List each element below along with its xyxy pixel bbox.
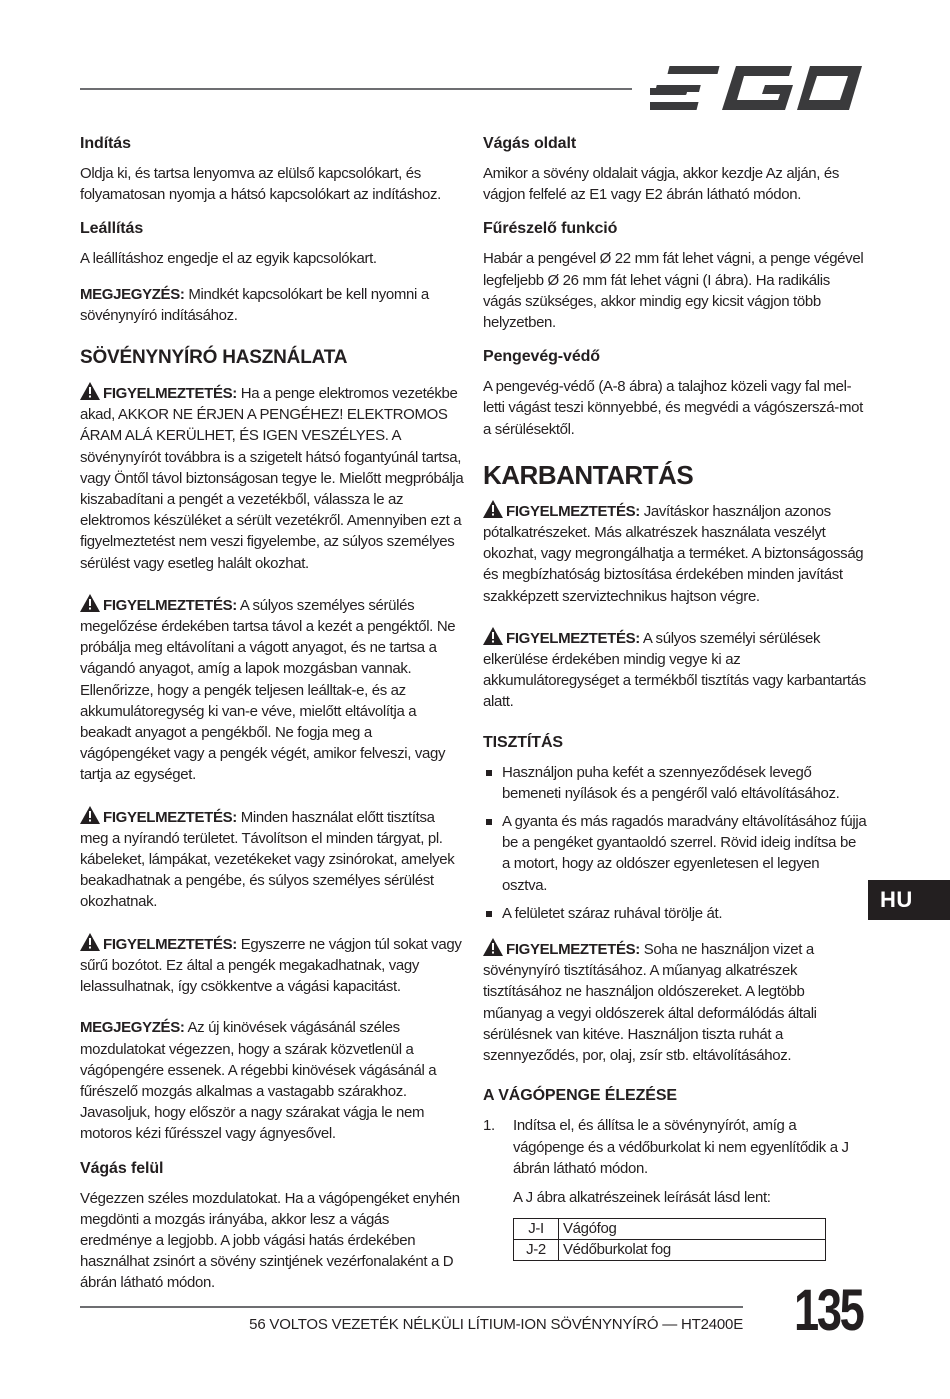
warning-label: FIGYELMEZTETÉS: xyxy=(103,385,237,403)
warning-text: Minden használat előtt tisztítsa meg a nyírandó területet. Távolítson el minden tárgyat, pl. kábeleket, lámpákat, vezetékeket vagy zsinórokat, amelyek beakadhatnak a pengébe, és súlyos személyes sérülést okozhatnak. xyxy=(80,808,455,911)
parts-note: A J ábra alkatrészeinek leírását lásd lent: xyxy=(513,1188,771,1206)
warning-triangle-icon xyxy=(80,594,100,612)
table-row xyxy=(514,1240,826,1261)
warning-label: FIGYELMEZTETÉS: xyxy=(506,941,640,959)
footer-title: 56 VOLTOS VEZETÉK NÉLKÜLI LÍTIUM-ION SÖVÉNYNYÍRÓ — HT2400E xyxy=(249,1316,743,1333)
bullet-icon xyxy=(486,770,492,776)
warning-text: Soha ne használjon vizet a sövénynyíró tisztításához. A műanyag alkatrészek tisztításához ne használjon oldószereket. A legtöbb műanyag a vegyi oldószerek által deformálódás általi sérülésnek van kitéve. Használjon tiszta ruhát a szennyeződés, por, olaj, zsír stb. eltávolításához. xyxy=(483,941,817,1065)
warning-overload xyxy=(80,933,464,998)
warning-text: Ha a penge elektromos vezetékbe akad, AKKOR NE ÉRJEN A PENGÉHEZ! ELEKTROMOS ÁRAM ALÁ KERÜLHET, ÉS IGEN VESZÉLYES. A sövénynyírót továbbra is a szigetelt hátsó fogantyúnál tartsa, vagy Öntől távol biztonságosan tegye le. Mielőtt megpróbálja kiszabadítani a pengét a vezetékből, válassza le az elektromos készüléket a sérült vezetékről. Amennyiben ezt a figyelmeztetést nem veszi figyelembe, az súlyos személyes sérülést vagy esetleg halált okozhat. xyxy=(80,385,464,572)
tip-guard-heading: Pengevég-védő xyxy=(483,348,600,366)
bullet-icon xyxy=(486,819,492,825)
note-text: Mindkét kapcsolókart be kell nyomni a sövénynyíró indításához. xyxy=(80,285,429,324)
ego-logo xyxy=(650,64,862,112)
list-item: Használjon puha kefét a szennyeződések levegő bemeneti nyílások és a pengéről való eltávolításához. xyxy=(483,762,867,804)
language-tab: HU xyxy=(868,880,950,920)
warning-label: FIGYELMEZTETÉS: xyxy=(103,935,237,953)
stop-heading: Leállítás xyxy=(80,220,144,238)
saw-heading: Fűrészelő funkció xyxy=(483,220,618,238)
sharpen-heading: A VÁGÓPENGE ÉLEZÉSE xyxy=(483,1087,677,1105)
warning-wire xyxy=(80,382,464,574)
warning-triangle-icon xyxy=(80,382,100,400)
sharpen-steps xyxy=(483,1115,867,1179)
note-label: MEGJEGYZÉS: xyxy=(80,1019,185,1037)
warning-hands xyxy=(80,594,464,786)
note-label: MEGJEGYZÉS: xyxy=(80,285,185,303)
warning-triangle-icon xyxy=(483,938,503,956)
list-item: A gyanta és más ragadós maradvány eltávolításához fújja be a pengéket gyantaoldó szerrel. Rövid ideig indítsa be a motort, hogy az oldószer egyenletesen el legyen osztva. xyxy=(483,811,867,896)
warning-text: Egyszerre ne vágjon túl sokat vagy sűrű bozótot. Ez által a pengék megakadhatnak, vagy lelassulhatnak, így csökkentve a vágási kapacitást. xyxy=(80,935,462,996)
left-column xyxy=(80,134,464,1308)
warning-text: A súlyos személyi sérülések elkerülése érdekében mindig vegye ki az akkumulátoregységet a termékből tisztítás vagy karbantartás alatt. xyxy=(483,629,866,711)
saw-text: Habár a pengével Ø 22 mm fát lehet vágni, a penge végével legfeljebb Ø 26 mm fát lehet vágni (I ábra). Ha radikális vágás szükséges, akkor mindig egy kicsit vágjon több helyzetben. xyxy=(483,250,864,332)
list-item: 1. Indítsa el, és állítsa le a sövénynyírót, amíg a vágópenge és a védőburkolat ki nem egyenlítődik a J ábrán látható módon. xyxy=(483,1117,849,1177)
side-cut-heading: Vágás oldalt xyxy=(483,135,577,152)
warning-battery xyxy=(483,627,867,713)
tip-guard-text: A pengevég-védő (A-8 ábra) a talajhoz közeli vagy fal mel-letti vágást teszi könnyebbé, és megvédi a vágószerszá-mot a sérülésektől. xyxy=(483,378,863,438)
parts-table xyxy=(513,1218,826,1261)
start-heading: Indítás xyxy=(80,135,131,152)
warning-text: A súlyos személyes sérülés megelőzése érdekében tartsa távol a kezét a pengéktől. Ne próbálja meg eltávolítani a vágott anyagot, és ne tartsa a vágandó anyagot, amíg a lapok mozgásban vannak. Ellenőrizze, hogy a pengék teljesen leálltak-e, és az akkumulátoregység ki van-e véve, mielőtt eltávolítja a beakadt anyagot a pengékből. Ne fogja meg a vágópengéket vagy a pengék végét, amikor felveszi, vagy tartja az egységet. xyxy=(80,596,456,784)
footer-rule xyxy=(80,1306,743,1308)
usage-heading: SÖVÉNYNYÍRÓ HASZNÁLATA xyxy=(80,347,348,369)
side-cut-text: Amikor a sövény oldalait vágja, akkor kezdje Az alján, és vágjon felfelé az E1 vagy E2 ábrán látható módon. xyxy=(483,165,840,204)
cleaning-heading: TISZTÍTÁS xyxy=(483,733,563,751)
warning-water xyxy=(483,938,867,1066)
stop-text: A leállításhoz engedje el az egyik kapcsolókart. xyxy=(80,250,377,268)
list-item: A felületet száraz ruhával törölje át. xyxy=(483,903,867,924)
part-code: J-2 xyxy=(514,1240,559,1261)
cleaning-list xyxy=(483,762,867,924)
page-number: 135 xyxy=(794,1278,863,1343)
part-code: J-I xyxy=(514,1219,559,1240)
note-growth xyxy=(80,1017,464,1144)
warning-label: FIGYELMEZTETÉS: xyxy=(103,596,237,614)
note-text: Az új kinövések vágásánál széles mozdulatokat végezzen, hogy a szárak közvetlenül a vágópengére essenek. A régebbi kinövések vágásánál a fűrészelő mozgás alkalmas a vastagabb szárakhoz. Javasoljuk, hogy először a nagy szárakat vágja le nem motoros kézi fűrésszel vagy ágnyesővel. xyxy=(80,1019,437,1143)
bullet-icon xyxy=(486,911,492,917)
maintenance-heading: KARBANTARTÁS xyxy=(483,459,694,490)
warning-triangle-icon xyxy=(80,806,100,824)
note-switch xyxy=(80,284,464,326)
warning-triangle-icon xyxy=(483,500,503,518)
part-label: Védőburkolat fog xyxy=(559,1240,826,1261)
right-column xyxy=(483,134,867,1261)
warning-label: FIGYELMEZTETÉS: xyxy=(506,629,640,647)
part-label: Vágófog xyxy=(559,1219,826,1240)
warning-text: Javításkor használjon azonos pótalkatrészeket. Más alkatrészek használata veszélyt okozhat, vagy megrongálhatja a terméket. A biztonságosság és megbízhatóság biztosítása érdekében minden javítást szakképzett szerviztechnikus hajtson végre. xyxy=(483,502,864,605)
warning-parts xyxy=(483,500,867,607)
warning-label: FIGYELMEZTETÉS: xyxy=(103,808,237,826)
warning-area xyxy=(80,806,464,913)
top-cut-text: Végezzen széles mozdulatokat. Ha a vágópengéket enyhén megdönti a mozgás irányába, akkor lesz a vágás eredménye a legjobb. A jobb vágási hatás érdekében használhat zsinórt a sövény szintjének vezérfonalaként a D ábrán látható módon. xyxy=(80,1189,460,1292)
start-text: Oldja ki, és tartsa lenyomva az elülső kapcsolókart, és folyamatosan nyomja a hátsó kapcsolókart az indításhoz. xyxy=(80,165,441,204)
header-rule xyxy=(80,88,632,90)
top-cut-heading: Vágás felül xyxy=(80,1159,164,1177)
warning-label: FIGYELMEZTETÉS: xyxy=(506,502,640,520)
warning-triangle-icon xyxy=(80,933,100,951)
warning-triangle-icon xyxy=(483,627,503,645)
table-row xyxy=(514,1219,826,1240)
